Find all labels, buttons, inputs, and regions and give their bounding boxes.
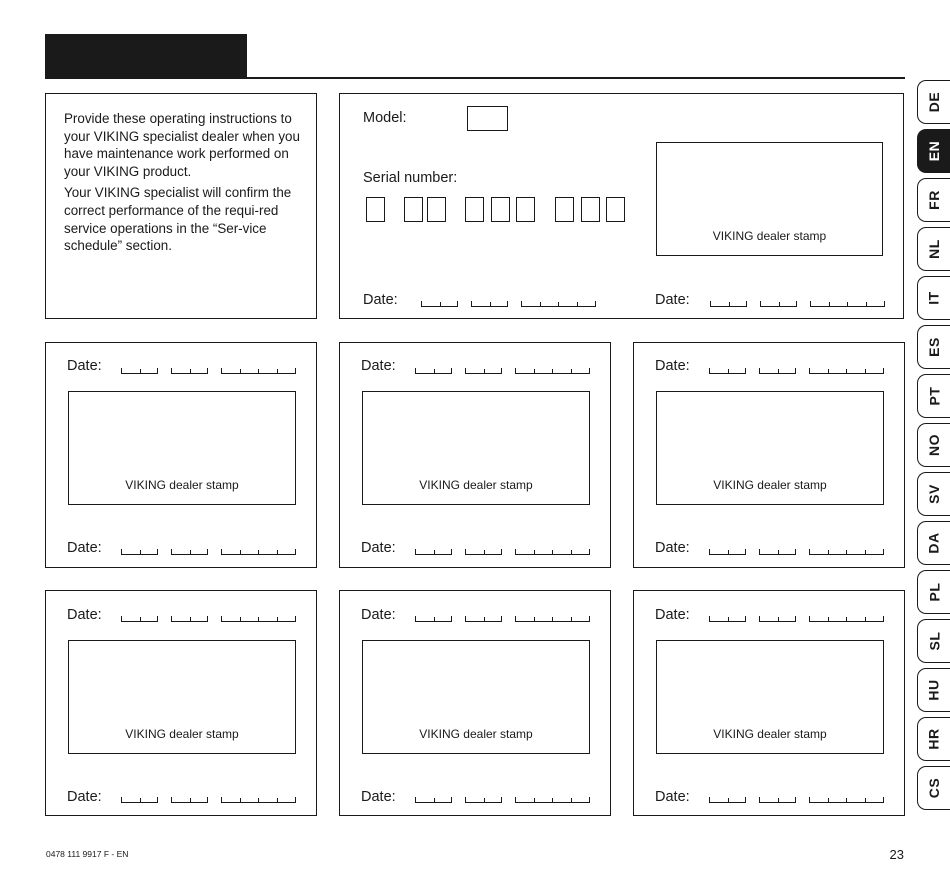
service-record-cell [339,342,611,568]
date-label: Date: [361,789,396,805]
date-label: Date: [655,540,690,556]
language-tab-de[interactable]: DE [917,80,950,124]
service-record-cell [339,590,611,816]
language-tab-pl[interactable]: PL [917,570,950,614]
language-tab-cs[interactable]: CS [917,766,950,810]
service-record-cell [633,342,905,568]
date-label: Date: [67,789,102,805]
dealer-stamp-label: VIKING dealer stamp [125,727,239,741]
language-tab-no[interactable]: NO [917,423,950,467]
dealer-stamp-area [68,640,296,754]
date-field[interactable] [121,368,296,374]
date-label: Date: [67,540,102,556]
date-label: Date: [67,607,102,623]
language-tab-en[interactable]: EN [917,129,950,173]
language-tab-hu[interactable]: HU [917,668,950,712]
intro-paragraph-1: Provide these operating instructions to your VIKING specialist dealer when you have maintenance work performed on your VIKING product. [64,111,300,179]
product-info-box [339,93,904,319]
date-field[interactable] [709,549,884,555]
date-field[interactable] [710,301,885,307]
date-label: Date: [361,358,396,374]
language-tab-es[interactable]: ES [917,325,950,369]
date-field[interactable] [709,616,884,622]
dealer-stamp-label: VIKING dealer stamp [125,478,239,492]
dealer-stamp-area [656,142,883,256]
dealer-stamp-area [362,391,590,505]
date-label: Date: [361,607,396,623]
document-code: 0478 111 9917 F - EN [46,849,129,859]
date-label: Date: [361,540,396,556]
date-field[interactable] [709,368,884,374]
intro-paragraph-2: Your VIKING specialist will confirm the correct performance of the requi-red service operations in the “Ser-vice schedule” section. [64,185,292,254]
language-tab-it[interactable]: IT [917,276,950,320]
date-label: Date: [655,789,690,805]
service-record-cell [633,590,905,816]
service-record-cell [45,342,317,568]
dealer-stamp-label: VIKING dealer stamp [419,727,533,741]
section-title-block [45,34,247,78]
section-title-rule [45,77,905,79]
date-field[interactable] [121,797,296,803]
language-tab-fr[interactable]: FR [917,178,950,222]
date-field[interactable] [415,549,590,555]
date-field[interactable] [709,797,884,803]
language-tab-sv[interactable]: SV [917,472,950,516]
date-field[interactable] [415,616,590,622]
dealer-stamp-area [656,640,884,754]
model-label: Model: [363,110,407,126]
language-tab-sl[interactable]: SL [917,619,950,663]
date-label: Date: [655,292,690,308]
date-label: Date: [655,358,690,374]
date-label: Date: [67,358,102,374]
date-field[interactable] [121,616,296,622]
dealer-stamp-label: VIKING dealer stamp [419,478,533,492]
page-number: 23 [889,847,904,862]
language-tab-hr[interactable]: HR [917,717,950,761]
dealer-stamp-label: VIKING dealer stamp [712,229,827,243]
model-field[interactable] [467,106,508,131]
dealer-stamp-area [362,640,590,754]
date-label: Date: [655,607,690,623]
dealer-stamp-label: VIKING dealer stamp [713,478,827,492]
language-tab-da[interactable]: DA [917,521,950,565]
date-field[interactable] [415,368,590,374]
dealer-stamp-label: VIKING dealer stamp [713,727,827,741]
dealer-stamp-area [656,391,884,505]
service-record-cell [45,590,317,816]
date-field[interactable] [421,301,596,307]
date-label: Date: [363,292,398,308]
language-tab-nl[interactable]: NL [917,227,950,271]
date-field[interactable] [415,797,590,803]
serial-number-label: Serial number: [363,170,458,186]
dealer-stamp-area [68,391,296,505]
language-tab-pt[interactable]: PT [917,374,950,418]
date-field[interactable] [121,549,296,555]
intro-box [45,93,317,319]
